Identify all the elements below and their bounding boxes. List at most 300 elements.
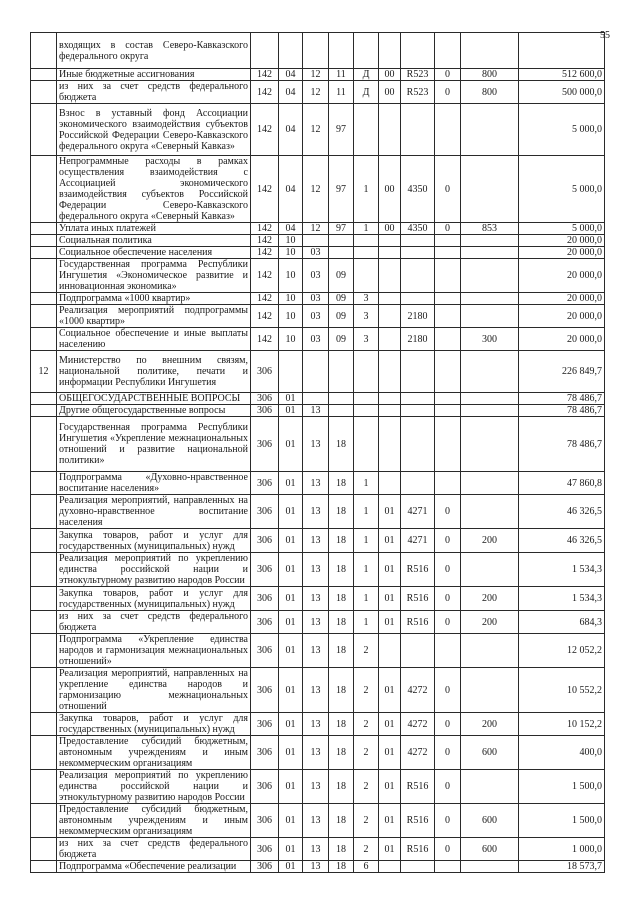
extra-code-cell: 0 xyxy=(435,529,461,553)
ministry-code-cell: 306 xyxy=(251,713,279,736)
section-code-cell: 01 xyxy=(279,417,303,472)
ministry-code-cell: 142 xyxy=(251,305,279,328)
expense-type-cell: 800 xyxy=(461,69,519,81)
extra-code-cell xyxy=(435,351,461,393)
program-code-cell: 97 xyxy=(329,104,354,156)
section-code-cell: 10 xyxy=(279,247,303,259)
amount-cell: 46 326,5 xyxy=(519,495,605,529)
program-code-cell: 18 xyxy=(329,529,354,553)
ministry-code-cell: 306 xyxy=(251,668,279,713)
section-code-cell: 01 xyxy=(279,736,303,770)
extra-code-cell: 0 xyxy=(435,587,461,611)
section-code-cell: 04 xyxy=(279,69,303,81)
subprogram-code-cell: 1 xyxy=(354,553,379,587)
subprogram-code-cell: 2 xyxy=(354,634,379,668)
event-code-cell: 01 xyxy=(379,611,401,634)
direction-code-cell xyxy=(401,247,435,259)
subprogram-code-cell xyxy=(354,33,379,69)
row-number-cell xyxy=(31,804,57,838)
table-row xyxy=(31,611,605,634)
row-name-cell: Предоставление субсидий бюджетным, автономным учреждениям и иным некоммерческим организациям xyxy=(57,804,251,838)
row-name-cell: Взнос в уставный фонд Ассоциации экономического взаимодействия субъектов Российской Федерации Северо-Кавказского федерального округа «Северный Кавказ» xyxy=(57,104,251,156)
amount-cell: 20 000,0 xyxy=(519,328,605,351)
subprogram-code-cell: 3 xyxy=(354,328,379,351)
program-code-cell: 18 xyxy=(329,553,354,587)
expense-type-cell xyxy=(461,156,519,223)
program-code-cell: 18 xyxy=(329,804,354,838)
row-name-cell: Другие общегосударственные вопросы xyxy=(57,405,251,417)
expense-type-cell: 200 xyxy=(461,529,519,553)
expense-type-cell xyxy=(461,495,519,529)
expense-type-cell: 200 xyxy=(461,587,519,611)
row-number-cell xyxy=(31,305,57,328)
row-name-cell: Закупка товаров, работ и услуг для государственных (муниципальных) нужд xyxy=(57,713,251,736)
event-code-cell xyxy=(379,305,401,328)
subsection-code-cell: 13 xyxy=(303,587,329,611)
direction-code-cell xyxy=(401,634,435,668)
amount-cell: 10 152,2 xyxy=(519,713,605,736)
ministry-code-cell: 306 xyxy=(251,587,279,611)
section-code-cell: 01 xyxy=(279,405,303,417)
subprogram-code-cell: 2 xyxy=(354,668,379,713)
row-number-cell xyxy=(31,393,57,405)
amount-cell: 400,0 xyxy=(519,736,605,770)
expense-type-cell xyxy=(461,259,519,293)
subsection-code-cell: 13 xyxy=(303,804,329,838)
direction-code-cell: 4271 xyxy=(401,495,435,529)
event-code-cell: 00 xyxy=(379,69,401,81)
ministry-code-cell: 142 xyxy=(251,223,279,235)
row-number-cell xyxy=(31,587,57,611)
amount-cell: 512 600,0 xyxy=(519,69,605,81)
direction-code-cell: R516 xyxy=(401,838,435,861)
ministry-code-cell: 306 xyxy=(251,405,279,417)
table-row xyxy=(31,838,605,861)
row-name-cell: Непрограммные расходы в рамках осуществления взаимодействия с Ассоциацией экономического взаимодействия субъектов Российской Федерации Северо-Кавказского федерального округа «Северный Кавказ» xyxy=(57,156,251,223)
amount-cell: 226 849,7 xyxy=(519,351,605,393)
ministry-code-cell xyxy=(251,33,279,69)
row-number-cell xyxy=(31,293,57,305)
extra-code-cell xyxy=(435,259,461,293)
event-code-cell: 01 xyxy=(379,587,401,611)
section-code-cell: 01 xyxy=(279,529,303,553)
expense-type-cell xyxy=(461,553,519,587)
subprogram-code-cell: 3 xyxy=(354,293,379,305)
expense-type-cell xyxy=(461,33,519,69)
subsection-code-cell: 13 xyxy=(303,770,329,804)
subsection-code-cell: 13 xyxy=(303,736,329,770)
direction-code-cell xyxy=(401,393,435,405)
row-name-cell: из них за счет средств федерального бюджета xyxy=(57,838,251,861)
row-number-cell xyxy=(31,529,57,553)
row-name-cell: из них за счет средств федерального бюджета xyxy=(57,611,251,634)
ministry-code-cell: 306 xyxy=(251,351,279,393)
subprogram-code-cell: 1 xyxy=(354,529,379,553)
row-name-cell: Подпрограмма «Духовно-нравственное воспитание населения» xyxy=(57,472,251,495)
row-name-cell: Реализация мероприятий по укреплению единства российской нации и этнокультурному развитию народов России xyxy=(57,770,251,804)
subsection-code-cell: 03 xyxy=(303,293,329,305)
extra-code-cell xyxy=(435,33,461,69)
row-name-cell: ОБЩЕГОСУДАРСТВЕННЫЕ ВОПРОСЫ xyxy=(57,393,251,405)
row-number-cell xyxy=(31,553,57,587)
row-number-cell xyxy=(31,770,57,804)
subprogram-code-cell: 2 xyxy=(354,736,379,770)
extra-code-cell: 0 xyxy=(435,838,461,861)
extra-code-cell: 0 xyxy=(435,81,461,104)
subsection-code-cell: 13 xyxy=(303,634,329,668)
program-code-cell: 18 xyxy=(329,861,354,873)
subprogram-code-cell: Д xyxy=(354,81,379,104)
amount-cell: 20 000,0 xyxy=(519,247,605,259)
table-row xyxy=(31,553,605,587)
subsection-code-cell: 12 xyxy=(303,81,329,104)
expense-type-cell xyxy=(461,634,519,668)
event-code-cell xyxy=(379,393,401,405)
subsection-code-cell: 03 xyxy=(303,259,329,293)
expense-type-cell: 853 xyxy=(461,223,519,235)
program-code-cell: 11 xyxy=(329,81,354,104)
table-row xyxy=(31,235,605,247)
program-code-cell xyxy=(329,247,354,259)
program-code-cell: 18 xyxy=(329,838,354,861)
amount-cell: 78 486,7 xyxy=(519,405,605,417)
section-code-cell: 01 xyxy=(279,713,303,736)
event-code-cell: 01 xyxy=(379,838,401,861)
event-code-cell xyxy=(379,293,401,305)
row-number-cell xyxy=(31,713,57,736)
section-code-cell: 10 xyxy=(279,293,303,305)
subprogram-code-cell xyxy=(354,235,379,247)
program-code-cell: 09 xyxy=(329,259,354,293)
section-code-cell: 01 xyxy=(279,861,303,873)
row-name-cell: из них за счет средств федерального бюджета xyxy=(57,81,251,104)
program-code-cell: 18 xyxy=(329,587,354,611)
direction-code-cell: R516 xyxy=(401,611,435,634)
event-code-cell xyxy=(379,861,401,873)
event-code-cell: 01 xyxy=(379,553,401,587)
row-name-cell: Подпрограмма «Обеспечение реализации xyxy=(57,861,251,873)
expense-type-cell xyxy=(461,770,519,804)
row-number-cell xyxy=(31,81,57,104)
row-number-cell xyxy=(31,417,57,472)
row-name-cell: Реализация мероприятий, направленных на духовно-нравственное воспитание населения xyxy=(57,495,251,529)
expense-type-cell: 600 xyxy=(461,838,519,861)
row-name-cell: Подпрограмма «1000 квартир» xyxy=(57,293,251,305)
amount-cell: 78 486,7 xyxy=(519,393,605,405)
extra-code-cell: 0 xyxy=(435,804,461,838)
ministry-code-cell: 306 xyxy=(251,736,279,770)
event-code-cell xyxy=(379,405,401,417)
row-number-cell xyxy=(31,668,57,713)
section-code-cell: 01 xyxy=(279,804,303,838)
table-row xyxy=(31,770,605,804)
event-code-cell: 01 xyxy=(379,770,401,804)
subprogram-code-cell: 1 xyxy=(354,156,379,223)
expense-type-cell: 300 xyxy=(461,328,519,351)
amount-cell: 46 326,5 xyxy=(519,529,605,553)
ministry-code-cell: 306 xyxy=(251,861,279,873)
amount-cell: 20 000,0 xyxy=(519,305,605,328)
amount-cell: 1 500,0 xyxy=(519,770,605,804)
row-name-cell: Социальное обеспечение и иные выплаты населению xyxy=(57,328,251,351)
subsection-code-cell: 03 xyxy=(303,305,329,328)
expense-type-cell xyxy=(461,393,519,405)
program-code-cell: 11 xyxy=(329,69,354,81)
table-row xyxy=(31,861,605,873)
extra-code-cell xyxy=(435,328,461,351)
subsection-code-cell xyxy=(303,393,329,405)
amount-cell: 500 000,0 xyxy=(519,81,605,104)
subsection-code-cell: 13 xyxy=(303,553,329,587)
subsection-code-cell: 13 xyxy=(303,472,329,495)
section-code-cell: 04 xyxy=(279,104,303,156)
row-number-cell xyxy=(31,247,57,259)
section-code-cell: 01 xyxy=(279,472,303,495)
program-code-cell: 18 xyxy=(329,417,354,472)
direction-code-cell xyxy=(401,235,435,247)
subprogram-code-cell xyxy=(354,351,379,393)
table-row xyxy=(31,104,605,156)
amount-cell: 10 552,2 xyxy=(519,668,605,713)
subsection-code-cell: 03 xyxy=(303,247,329,259)
extra-code-cell xyxy=(435,104,461,156)
extra-code-cell xyxy=(435,235,461,247)
row-number-cell xyxy=(31,634,57,668)
program-code-cell: 18 xyxy=(329,668,354,713)
ministry-code-cell: 306 xyxy=(251,611,279,634)
ministry-code-cell: 142 xyxy=(251,81,279,104)
direction-code-cell xyxy=(401,861,435,873)
direction-code-cell xyxy=(401,351,435,393)
row-name-cell: Подпрограмма «Укрепление единства народов и гармонизация межнациональных отношений» xyxy=(57,634,251,668)
amount-cell: 12 052,2 xyxy=(519,634,605,668)
table-row xyxy=(31,293,605,305)
expense-type-cell xyxy=(461,668,519,713)
event-code-cell: 01 xyxy=(379,495,401,529)
table-row xyxy=(31,736,605,770)
table-row xyxy=(31,328,605,351)
expense-type-cell xyxy=(461,405,519,417)
ministry-code-cell: 306 xyxy=(251,804,279,838)
program-code-cell: 09 xyxy=(329,328,354,351)
event-code-cell xyxy=(379,417,401,472)
extra-code-cell: 0 xyxy=(435,69,461,81)
row-name-cell: Государственная программа Республики Ингушетия «Экономическое развитие и инновационная экономика» xyxy=(57,259,251,293)
program-code-cell: 18 xyxy=(329,495,354,529)
amount-cell: 5 000,0 xyxy=(519,156,605,223)
subprogram-code-cell xyxy=(354,405,379,417)
section-code-cell: 01 xyxy=(279,587,303,611)
row-name-cell: Реализация мероприятий по укреплению единства российской нации и этнокультурному развитию народов России xyxy=(57,553,251,587)
program-code-cell: 97 xyxy=(329,156,354,223)
subsection-code-cell: 13 xyxy=(303,713,329,736)
subprogram-code-cell xyxy=(354,393,379,405)
row-number-cell xyxy=(31,838,57,861)
expense-type-cell: 600 xyxy=(461,736,519,770)
section-code-cell xyxy=(279,351,303,393)
ministry-code-cell: 142 xyxy=(251,156,279,223)
table-row xyxy=(31,713,605,736)
table-row xyxy=(31,247,605,259)
section-code-cell: 01 xyxy=(279,393,303,405)
subsection-code-cell: 13 xyxy=(303,611,329,634)
table-row xyxy=(31,668,605,713)
budget-table xyxy=(30,32,605,873)
event-code-cell: 00 xyxy=(379,81,401,104)
ministry-code-cell: 142 xyxy=(251,259,279,293)
expense-type-cell xyxy=(461,861,519,873)
direction-code-cell: R516 xyxy=(401,770,435,804)
row-number-cell xyxy=(31,223,57,235)
expense-type-cell xyxy=(461,247,519,259)
event-code-cell xyxy=(379,328,401,351)
extra-code-cell xyxy=(435,417,461,472)
expense-type-cell: 200 xyxy=(461,611,519,634)
expense-type-cell xyxy=(461,305,519,328)
direction-code-cell: 4272 xyxy=(401,736,435,770)
amount-cell: 5 000,0 xyxy=(519,104,605,156)
amount-cell: 18 573,7 xyxy=(519,861,605,873)
section-code-cell: 01 xyxy=(279,770,303,804)
ministry-code-cell: 306 xyxy=(251,495,279,529)
row-name-cell: Реализация мероприятий, направленных на укрепление единства народов и гармонизацию межнациональных отношений xyxy=(57,668,251,713)
row-name-cell: Закупка товаров, работ и услуг для государственных (муниципальных) нужд xyxy=(57,587,251,611)
event-code-cell xyxy=(379,472,401,495)
subsection-code-cell: 13 xyxy=(303,495,329,529)
direction-code-cell xyxy=(401,417,435,472)
extra-code-cell xyxy=(435,861,461,873)
section-code-cell: 01 xyxy=(279,553,303,587)
section-code-cell: 04 xyxy=(279,223,303,235)
subsection-code-cell: 03 xyxy=(303,328,329,351)
extra-code-cell xyxy=(435,247,461,259)
event-code-cell xyxy=(379,634,401,668)
subsection-code-cell: 12 xyxy=(303,104,329,156)
program-code-cell: 97 xyxy=(329,223,354,235)
subprogram-code-cell xyxy=(354,259,379,293)
section-code-cell: 04 xyxy=(279,156,303,223)
table-row xyxy=(31,156,605,223)
program-code-cell xyxy=(329,393,354,405)
event-code-cell: 01 xyxy=(379,668,401,713)
row-number-cell: 12 xyxy=(31,351,57,393)
subprogram-code-cell xyxy=(354,104,379,156)
direction-code-cell xyxy=(401,472,435,495)
amount-cell: 20 000,0 xyxy=(519,293,605,305)
table-row xyxy=(31,223,605,235)
ministry-code-cell: 306 xyxy=(251,770,279,804)
row-name-cell: Социальная политика xyxy=(57,235,251,247)
event-code-cell: 01 xyxy=(379,804,401,838)
direction-code-cell: R516 xyxy=(401,553,435,587)
table-row xyxy=(31,495,605,529)
ministry-code-cell: 306 xyxy=(251,393,279,405)
subsection-code-cell: 13 xyxy=(303,861,329,873)
section-code-cell: 01 xyxy=(279,495,303,529)
event-code-cell xyxy=(379,247,401,259)
direction-code-cell: 2180 xyxy=(401,328,435,351)
table-row xyxy=(31,81,605,104)
subprogram-code-cell: 3 xyxy=(354,305,379,328)
direction-code-cell: R523 xyxy=(401,81,435,104)
row-number-cell xyxy=(31,611,57,634)
extra-code-cell: 0 xyxy=(435,770,461,804)
subsection-code-cell: 13 xyxy=(303,668,329,713)
subprogram-code-cell: 1 xyxy=(354,495,379,529)
program-code-cell: 18 xyxy=(329,713,354,736)
ministry-code-cell: 142 xyxy=(251,69,279,81)
row-name-cell: Иные бюджетные ассигнования xyxy=(57,69,251,81)
extra-code-cell: 0 xyxy=(435,668,461,713)
subsection-code-cell xyxy=(303,235,329,247)
direction-code-cell: 4350 xyxy=(401,223,435,235)
subprogram-code-cell xyxy=(354,417,379,472)
program-code-cell: 18 xyxy=(329,611,354,634)
row-name-cell: Закупка товаров, работ и услуг для государственных (муниципальных) нужд xyxy=(57,529,251,553)
row-number-cell xyxy=(31,33,57,69)
expense-type-cell xyxy=(461,104,519,156)
section-code-cell: 10 xyxy=(279,328,303,351)
amount-cell: 78 486,7 xyxy=(519,417,605,472)
row-number-cell xyxy=(31,235,57,247)
program-code-cell: 09 xyxy=(329,293,354,305)
direction-code-cell: 2180 xyxy=(401,305,435,328)
program-code-cell: 18 xyxy=(329,736,354,770)
row-number-cell xyxy=(31,156,57,223)
direction-code-cell xyxy=(401,293,435,305)
table-row xyxy=(31,417,605,472)
table-row xyxy=(31,351,605,393)
event-code-cell xyxy=(379,235,401,247)
subprogram-code-cell: 1 xyxy=(354,223,379,235)
section-code-cell xyxy=(279,33,303,69)
amount-cell: 20 000,0 xyxy=(519,235,605,247)
row-number-cell xyxy=(31,736,57,770)
expense-type-cell xyxy=(461,293,519,305)
row-name-cell: Министерство по внешним связям, национальной политике, печати и информации Республики Ингушетия xyxy=(57,351,251,393)
section-code-cell: 01 xyxy=(279,838,303,861)
table-row xyxy=(31,305,605,328)
table-row xyxy=(31,393,605,405)
direction-code-cell: R523 xyxy=(401,69,435,81)
expense-type-cell: 600 xyxy=(461,804,519,838)
extra-code-cell xyxy=(435,472,461,495)
table-row xyxy=(31,472,605,495)
event-code-cell xyxy=(379,104,401,156)
expense-type-cell xyxy=(461,417,519,472)
section-code-cell: 10 xyxy=(279,259,303,293)
subprogram-code-cell: 2 xyxy=(354,804,379,838)
expense-type-cell xyxy=(461,351,519,393)
program-code-cell xyxy=(329,405,354,417)
amount-cell: 47 860,8 xyxy=(519,472,605,495)
subsection-code-cell: 13 xyxy=(303,529,329,553)
direction-code-cell: 4272 xyxy=(401,713,435,736)
extra-code-cell: 0 xyxy=(435,553,461,587)
ministry-code-cell: 142 xyxy=(251,328,279,351)
program-code-cell: 18 xyxy=(329,472,354,495)
row-name-cell: Государственная программа Республики Ингушетия «Укрепление межнациональных отношений и развитие национальной политики» xyxy=(57,417,251,472)
subsection-code-cell xyxy=(303,33,329,69)
section-code-cell: 10 xyxy=(279,235,303,247)
ministry-code-cell: 306 xyxy=(251,417,279,472)
amount-cell xyxy=(519,33,605,69)
row-number-cell xyxy=(31,259,57,293)
page-number: 55 xyxy=(600,30,610,41)
table-row xyxy=(31,587,605,611)
expense-type-cell xyxy=(461,235,519,247)
direction-code-cell xyxy=(401,259,435,293)
